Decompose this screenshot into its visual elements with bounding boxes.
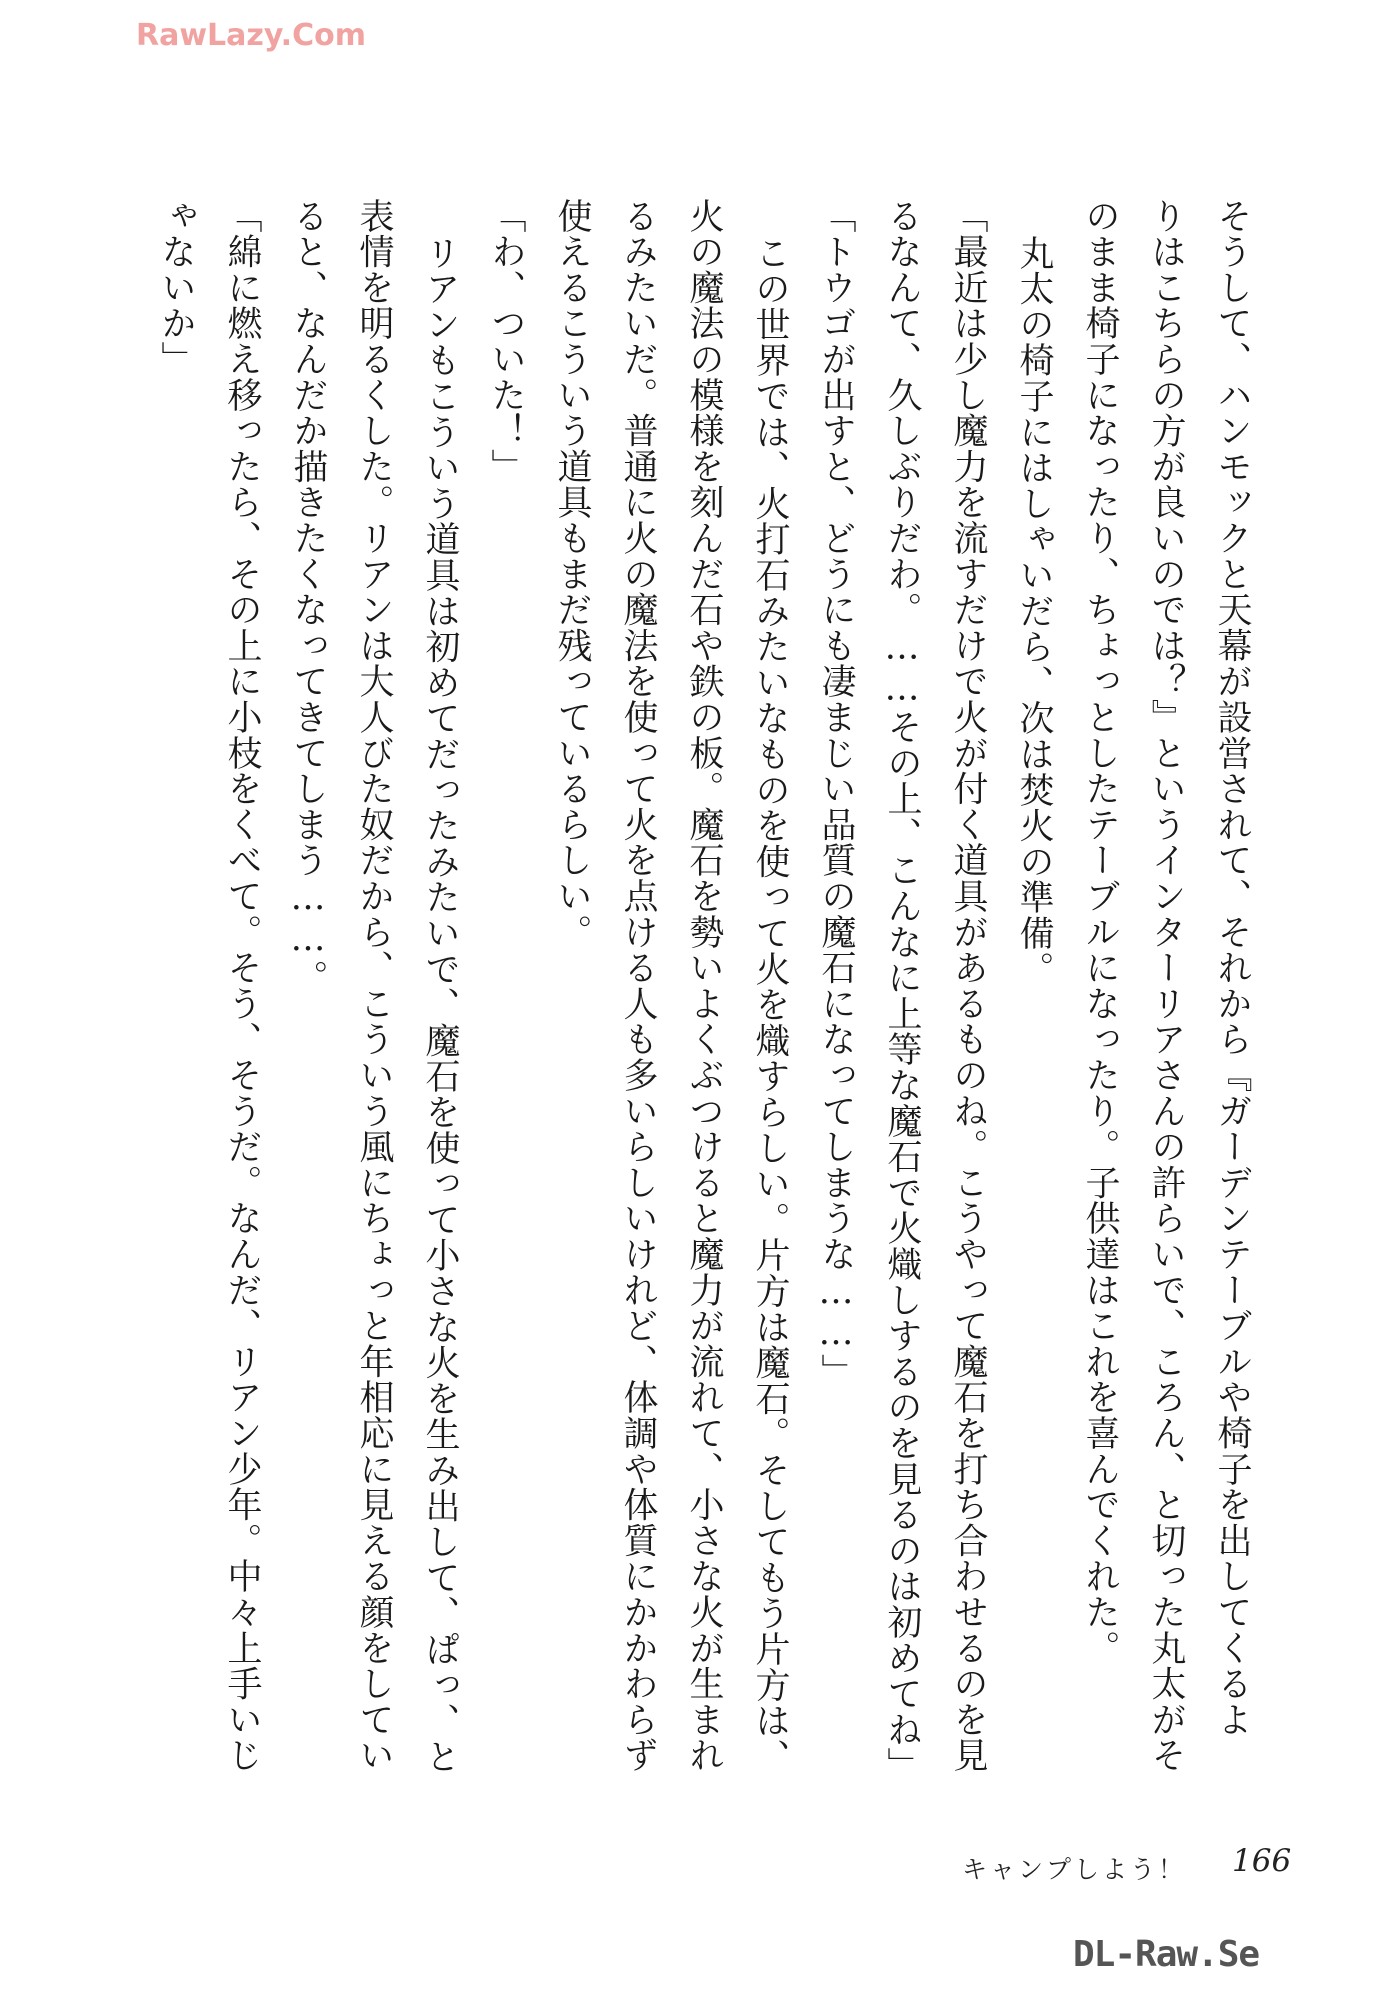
text-column-1: そうして、ハンモックと天幕が設営されて、それから『ガーデンテーブルや椅子を出してくるよ — [1212, 198, 1252, 1738]
watermark-top: RawLazy.Com — [136, 18, 366, 53]
text-column-12: 「わ、ついた！」 — [486, 198, 526, 485]
text-column-7: 「トウゴが出すと、どうにも凄まじい品質の魔石になってしまうな……」 — [816, 198, 856, 1390]
text-column-16: 「綿に燃え移ったら、その上に小枝をくべて。そう、そうだ。なんだ、リアン少年。中々上手いじ — [222, 198, 262, 1774]
text-column-6: るなんて、久しぶりだわ。……その上、こんなに上等な魔石で火熾しするのを見るのは初めてね」 — [882, 198, 922, 1784]
body-text — [156, 198, 1252, 1798]
text-column-4: 丸太の椅子にはしゃいだら、次は焚火の準備。 — [1014, 235, 1054, 987]
text-column-15: ると、なんだか描きたくなってきてしまう……。 — [288, 198, 328, 996]
text-column-5: 「最近は少し魔力を流すだけで火が付く道具があるものね。こうやって魔石を打ち合わせるのを見 — [948, 198, 988, 1774]
text-column-14: 表情を明るくした。リアンは大人びた奴だから、こういう風にちょっと年相応に見える顔をしてい — [354, 198, 394, 1774]
text-column-2: りはこちらの方が良いのでは？』というインターリアさんの許らいで、ころん、と切った丸太がそ — [1146, 198, 1186, 1774]
text-column-13: リアンもこういう道具は初めてだったみたいで、魔石を使って小さな火を生み出して、ぱっ、と — [420, 235, 460, 1775]
text-column-17: ゃないか」 — [156, 198, 196, 377]
text-column-11: 使えるこういう道具もまだ残っているらしい。 — [552, 198, 592, 950]
text-column-10: るみたいだ。普通に火の魔法を使って火を点ける人も多いらしいけれど、体調や体質にかかわらず — [618, 198, 658, 1774]
watermark-bottom: DL-Raw.Se — [1073, 1934, 1260, 1975]
text-column-8: この世界では、火打石みたいなものを使って火を熾すらしい。片方は魔石。そしてもう片方は、 — [750, 235, 790, 1775]
running-footer-title: キャンプしよう！ — [962, 1855, 1187, 1884]
text-column-9: 火の魔法の模様を刻んだ石や鉄の板。魔石を勢いよくぶつけると魔力が流れて、小さな火が生まれ — [684, 198, 724, 1774]
page-number: 166 — [1232, 1843, 1292, 1879]
text-column-3: のまま椅子になったり、ちょっとしたテーブルになったり。子供達はこれを喜んでくれた。 — [1080, 198, 1120, 1666]
